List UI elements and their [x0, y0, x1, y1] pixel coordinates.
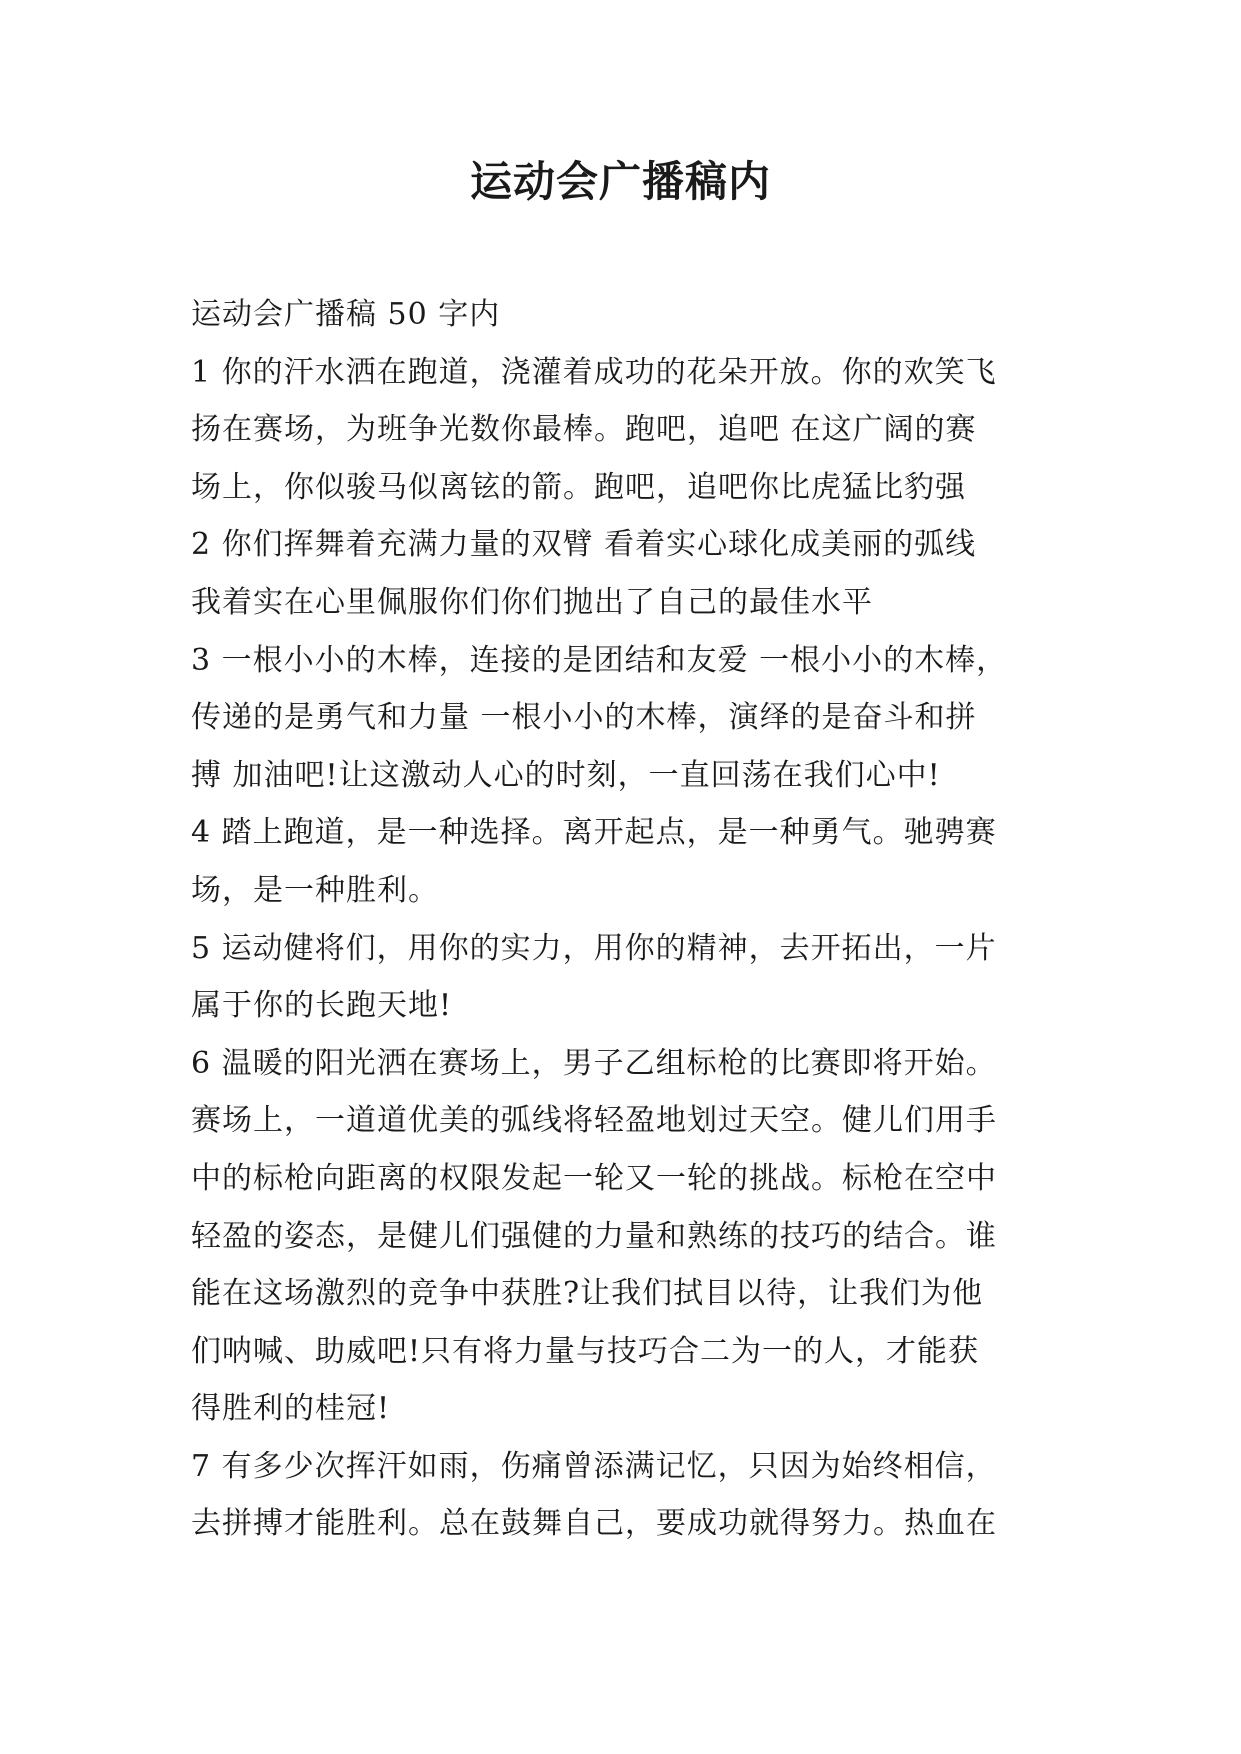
text-line: 7 有多少次挥汗如雨，伤痛曾添满记忆，只因为始终相信， [191, 1448, 997, 1484]
text-line: 赛场上，一道道优美的弧线将轻盈地划过天空。健儿们用手 [191, 1103, 997, 1139]
text-line: 3 一根小小的木棒，连接的是团结和友爱 一根小小的木棒， [191, 642, 1008, 678]
text-line: 1 你的汗水洒在跑道，浇灌着成功的花朵开放。你的欢笑飞 [191, 354, 997, 390]
document-title: 运动会广播稿内 [469, 157, 771, 206]
text-line: 2 你们挥舞着充满力量的双臂 看着实心球化成美丽的弧线 [191, 527, 977, 563]
text-line: 搏 加油吧!让这激动人心的时刻，一直回荡在我们心中! [191, 757, 941, 793]
text-line: 属于你的长跑天地! [191, 988, 453, 1024]
text-line: 4 踏上跑道，是一种选择。离开起点，是一种勇气。驰骋赛 [191, 815, 997, 851]
text-line: 我着实在心里佩服你们你们抛出了自己的最佳水平 [191, 584, 873, 620]
text-line: 场，是一种胜利。 [191, 872, 439, 908]
text-line: 中的标枪向距离的权限发起一轮又一轮的挑战。标枪在空中 [191, 1160, 997, 1196]
text-line: 扬在赛场，为班争光数你最棒。跑吧，追吧 在这广阔的赛 [191, 412, 977, 448]
text-line: 传递的是勇气和力量 一根小小的木棒，演绎的是奋斗和拼 [191, 700, 977, 736]
document-body [191, 286, 1071, 1553]
text-line: 6 温暖的阳光洒在赛场上，男子乙组标枪的比赛即将开始。 [191, 1045, 997, 1081]
text-line: 去拼搏才能胜利。总在鼓舞自己，要成功就得努力。热血在 [191, 1506, 997, 1542]
text-line: 轻盈的姿态，是健儿们强健的力量和熟练的技巧的结合。谁 [191, 1218, 997, 1254]
text-line: 运动会广播稿 50 字内 [191, 297, 501, 332]
text-line: 得胜利的桂冠! [191, 1391, 391, 1427]
text-line: 们呐喊、助威吧!只有将力量与技巧合二为一的人，才能获 [191, 1333, 980, 1369]
text-line: 场上，你似骏马似离铉的箭。跑吧，追吧你比虎猛比豹强 [191, 469, 966, 505]
text-line: 能在这场激烈的竞争中获胜?让我们拭目以待，让我们为他 [191, 1276, 984, 1312]
text-line: 5 运动健将们，用你的实力，用你的精神，去开拓出，一片 [191, 930, 997, 966]
